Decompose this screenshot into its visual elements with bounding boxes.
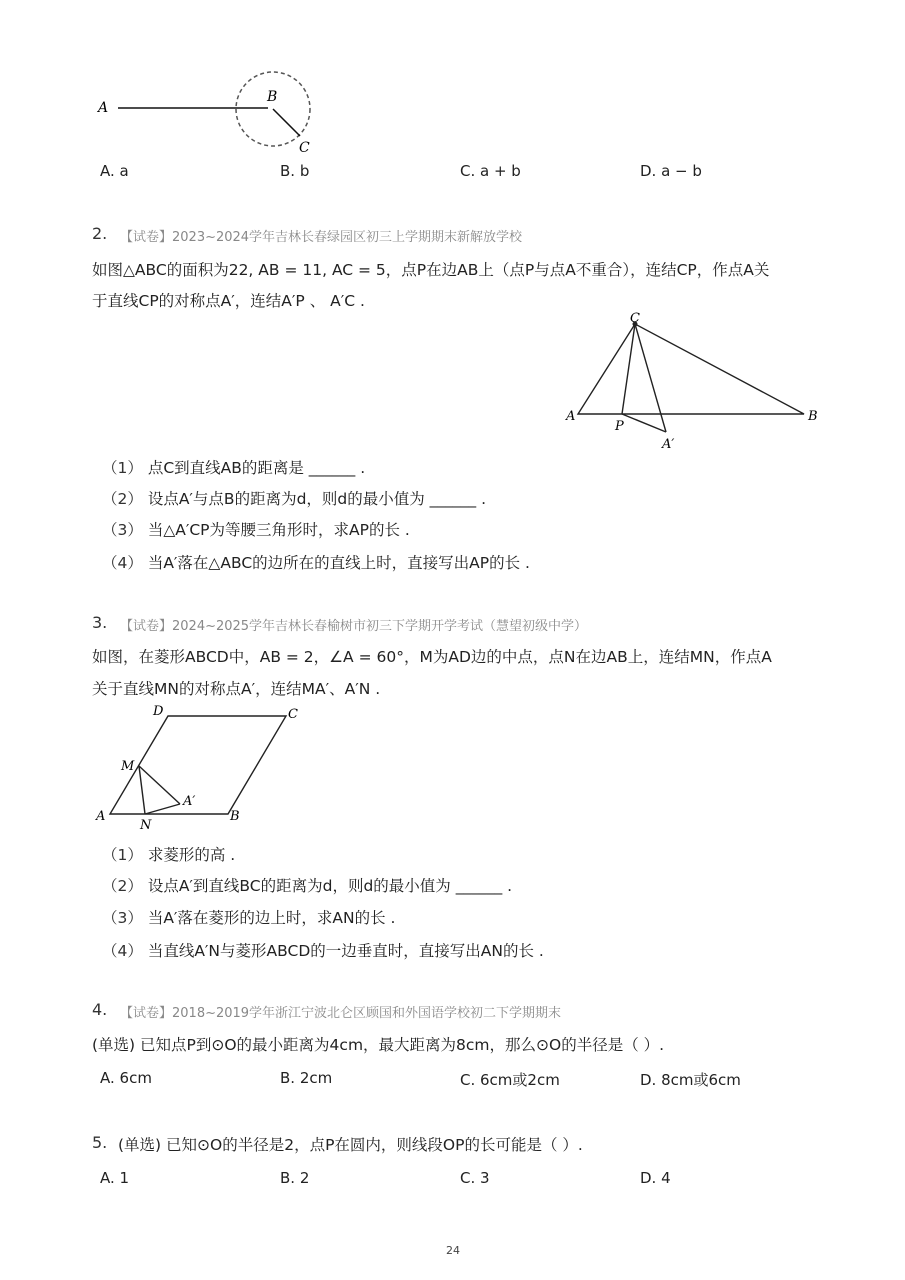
q3-figure (90, 700, 320, 835)
q2-part2: （2） 设点A′与点B的距离为d，则d的最小值为 ______ . (102, 490, 487, 508)
label-a: A (98, 100, 109, 116)
q3-stem-line2: 关于直线MN的对称点A′，连结MA′、A′N . (92, 680, 381, 698)
q5-stem: (单选) 已知⊙O的半径是2，点P在圆内，则线段OP的长可能是（ ）. (118, 1136, 583, 1154)
label-a: A (566, 409, 576, 424)
segment-pa-prime (622, 414, 666, 432)
q2-part3: （3） 当△A′CP为等腰三角形时，求AP的长 . (102, 521, 410, 539)
q3-part1: （1） 求菱形的高 . (102, 846, 236, 864)
label-d: D (153, 704, 164, 719)
label-c: C (299, 140, 310, 156)
q4-stem: (单选) 已知点P到⊙O的最小距离为4cm，最大距离为8cm，那么⊙O的半径是（ ）. (92, 1036, 665, 1054)
q5-option-d[interactable]: D. 4 (640, 1169, 671, 1187)
q3-part3: （3） 当A′落在菱形的边上时，求AN的长 . (102, 909, 396, 927)
q3-number: 3. (92, 613, 108, 632)
q1-figure (90, 60, 330, 160)
q2-source: 【试卷】2023~2024学年吉林长春绿园区初三上学期期末新解放学校 (120, 230, 523, 245)
q2-stem-line1: 如图△ABC的面积为22, AB = 11, AC = 5，点P在边AB上（点P与点A不重合），连结CP，作点A关 (92, 261, 770, 279)
q2-stem-line2: 于直线CP的对称点A′，连结A′P 、 A′C . (92, 292, 365, 310)
q3-part2: （2） 设点A′到直线BC的距离为d，则d的最小值为 ______ . (102, 877, 513, 895)
q5-number: 5. (92, 1133, 108, 1152)
q5-option-b[interactable]: B. 2 (280, 1169, 310, 1187)
label-b: B (808, 409, 818, 424)
label-a: A (96, 809, 106, 824)
label-b: B (230, 809, 240, 824)
label-n: N (140, 818, 152, 833)
rhombus-abcd (110, 716, 286, 814)
q4-option-c[interactable]: C. 6cm或2cm (460, 1071, 560, 1089)
segment-ma-prime (139, 766, 180, 804)
page-number: 24 (446, 1244, 460, 1257)
q4-option-d[interactable]: D. 8cm或6cm (640, 1071, 741, 1089)
label-c: C (288, 707, 298, 722)
q2-part4: （4） 当A′落在△ABC的边所在的直线上时，直接写出AP的长 . (102, 554, 530, 572)
segment-cp (622, 324, 635, 414)
q5-option-c[interactable]: C. 3 (460, 1169, 490, 1187)
q1-option-d[interactable]: D. a − b (640, 162, 702, 180)
q1-option-c[interactable]: C. a + b (460, 162, 521, 180)
q2-part1: （1） 点C到直线AB的距离是 ______ . (102, 459, 366, 477)
q3-source: 【试卷】2024~2025学年吉林长春榆树市初三下学期开学考试（慧望初级中学） (120, 619, 588, 634)
q3-part4: （4） 当直线A′N与菱形ABCD的一边垂直时，直接写出AN的长 . (102, 942, 544, 960)
q2-number: 2. (92, 224, 108, 243)
segment-bc (273, 109, 300, 136)
triangle-abc (578, 324, 804, 414)
segment-mn (139, 766, 145, 814)
label-m: M (121, 759, 135, 774)
q2-figure (560, 310, 830, 455)
q3-stem-line1: 如图，在菱形ABCD中，AB = 2，∠A = 60°，M为AD边的中点，点N在边AB上，连结MN，作点A (92, 648, 772, 666)
label-a-prime: A′ (662, 437, 675, 452)
q4-option-b[interactable]: B. 2cm (280, 1069, 333, 1087)
q5-option-a[interactable]: A. 1 (100, 1169, 130, 1187)
q4-source: 【试卷】2018~2019学年浙江宁波北仑区顾国和外国语学校初二下学期期末 (120, 1006, 562, 1021)
label-c: C (630, 311, 640, 326)
q4-option-a[interactable]: A. 6cm (100, 1069, 152, 1087)
label-p: P (615, 419, 624, 434)
segment-na-prime (145, 804, 180, 814)
label-b: B (267, 89, 278, 105)
segment-ca-prime (635, 324, 666, 432)
q1-option-a[interactable]: A. a (100, 162, 129, 180)
q4-number: 4. (92, 1000, 108, 1019)
label-a-prime: A′ (183, 794, 196, 809)
q1-option-b[interactable]: B. b (280, 162, 310, 180)
